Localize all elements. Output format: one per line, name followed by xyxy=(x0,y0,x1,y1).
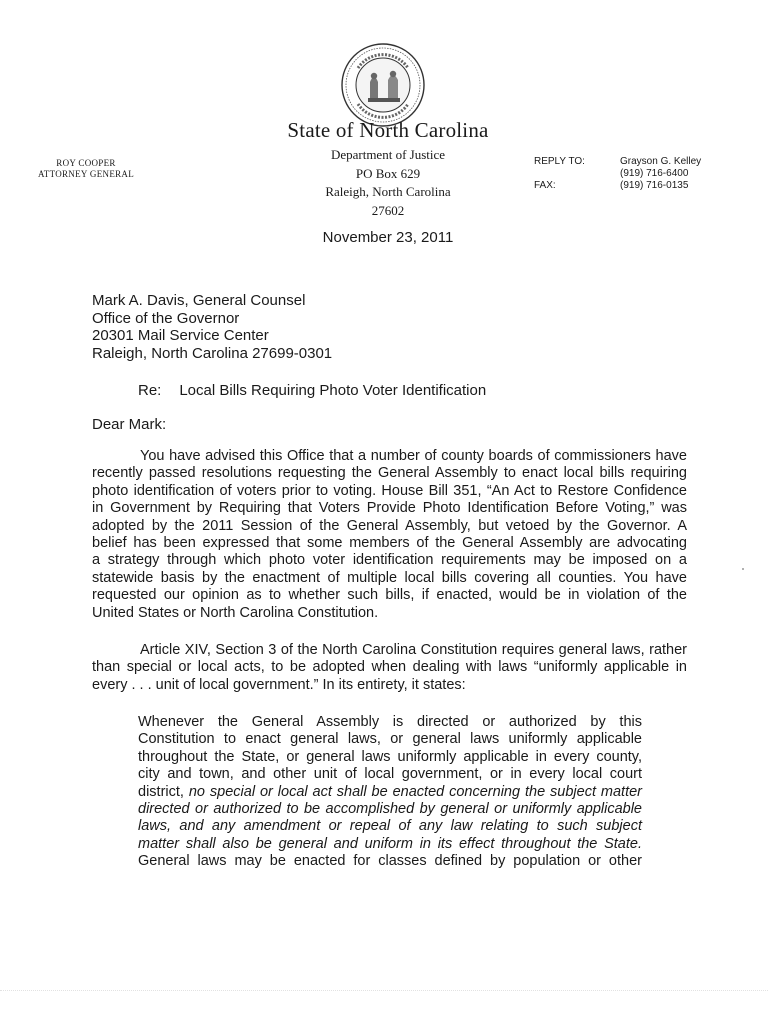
department-po-box: PO Box 629 xyxy=(355,165,421,181)
reply-to-label: REPLY TO: xyxy=(534,156,585,167)
paragraph-line: belief has been expressed that some members of the General Assembly are advocating xyxy=(92,535,687,552)
paragraph-line: photo identification of voters prior to voting. House Bill 351, “An Act to Restore Confidence xyxy=(92,482,687,499)
quote-line xyxy=(138,784,642,801)
department-zip: 27602 xyxy=(371,202,405,218)
quote-italic-line: matter shall also be general and uniform in its effect throughout the State. xyxy=(138,835,642,852)
state-seal-icon xyxy=(340,42,426,128)
recipient-line: 20301 Mail Service Center xyxy=(92,327,269,344)
paragraph-line: requested our opinion as to whether such bills, if enacted, would be in violation of the xyxy=(92,587,687,604)
department-city: Raleigh, North Carolina xyxy=(325,184,451,199)
quote-line: city and town, and other unit of local government, or in every local court xyxy=(138,766,642,783)
quote-text: district, xyxy=(138,783,189,800)
paragraph-line: You have advised this Office that a number of county boards of commissioners have xyxy=(140,448,687,464)
paragraph-line: in Government by Requiring that Voters Provide Photo Identification Before Voting,” was xyxy=(92,500,687,517)
quote-line: Constitution to enact general laws, or general laws uniformly applicable xyxy=(138,731,642,748)
scan-speck xyxy=(742,568,744,570)
salutation: Dear Mark: xyxy=(92,416,167,433)
paragraph-line: every . . . unit of local government.” In its entirety, it states: xyxy=(92,676,466,693)
paragraph-1 xyxy=(92,448,687,622)
paragraph-line: United States or North Carolina Constitution. xyxy=(92,604,379,621)
recipient-line: Mark A. Davis, General Counsel xyxy=(92,292,306,309)
department-name: Department of Justice xyxy=(330,147,446,162)
quote-italic-text: no special or local act shall be enacted concerning the subject matter xyxy=(188,783,643,800)
constitution-quote xyxy=(138,714,642,871)
paragraph-line: statewide basis by the enactment of multiple local bills covering all counties. You have xyxy=(92,569,687,586)
paragraph-line: a strategy through which photo voter identification requirements may be imposed on a xyxy=(92,552,687,569)
letter-date: November 23, 2011 xyxy=(322,229,454,246)
paragraph-line: than special or local acts, to be adopted when dealing with laws “uniformly applicable in xyxy=(92,659,687,676)
paragraph-2 xyxy=(92,642,687,694)
quote-italic-line: laws, and any amendment or repeal of any law relating to such subject xyxy=(138,818,642,835)
quote-line: throughout the State, or general laws uniformly applicable in every county, xyxy=(138,748,642,765)
attorney-general-title: ATTORNEY GENERAL xyxy=(37,169,135,179)
paragraph-line: adopted by the 2011 Session of the General Assembly, but vetoed by the Governor. A xyxy=(92,517,687,534)
fax-number: (919) 716-0135 xyxy=(620,180,689,191)
reply-to-phone: (919) 716-6400 xyxy=(620,168,689,179)
recipient-line: Raleigh, North Carolina 27699-0301 xyxy=(92,344,333,362)
attorney-general-name: ROY COOPER xyxy=(56,158,116,168)
page-edge-divider xyxy=(0,990,768,991)
paragraph-line: recently passed resolutions requesting the General Assembly to enact local bills requiring xyxy=(92,465,687,482)
state-title: State of North Carolina xyxy=(287,118,489,142)
quote-line: General laws may be enacted for classes defined by population or other xyxy=(138,853,642,870)
recipient-address xyxy=(92,292,332,362)
quote-line: Whenever the General Assembly is directed or authorized by this xyxy=(138,714,642,730)
department-address xyxy=(290,146,486,220)
re-subject: Local Bills Requiring Photo Voter Identification xyxy=(179,382,487,399)
re-label: Re: xyxy=(138,382,162,399)
quote-italic-line: directed or authorized to be accomplished by general or uniformly applicable xyxy=(138,801,642,818)
paragraph-line: Article XIV, Section 3 of the North Carolina Constitution requires general laws, rather xyxy=(140,642,687,658)
attorney-general-block xyxy=(22,158,150,180)
recipient-line: Office of the Governor xyxy=(92,309,240,327)
subject-line xyxy=(138,382,486,399)
fax-label: FAX: xyxy=(534,180,556,191)
reply-to-name: Grayson G. Kelley xyxy=(620,156,702,167)
